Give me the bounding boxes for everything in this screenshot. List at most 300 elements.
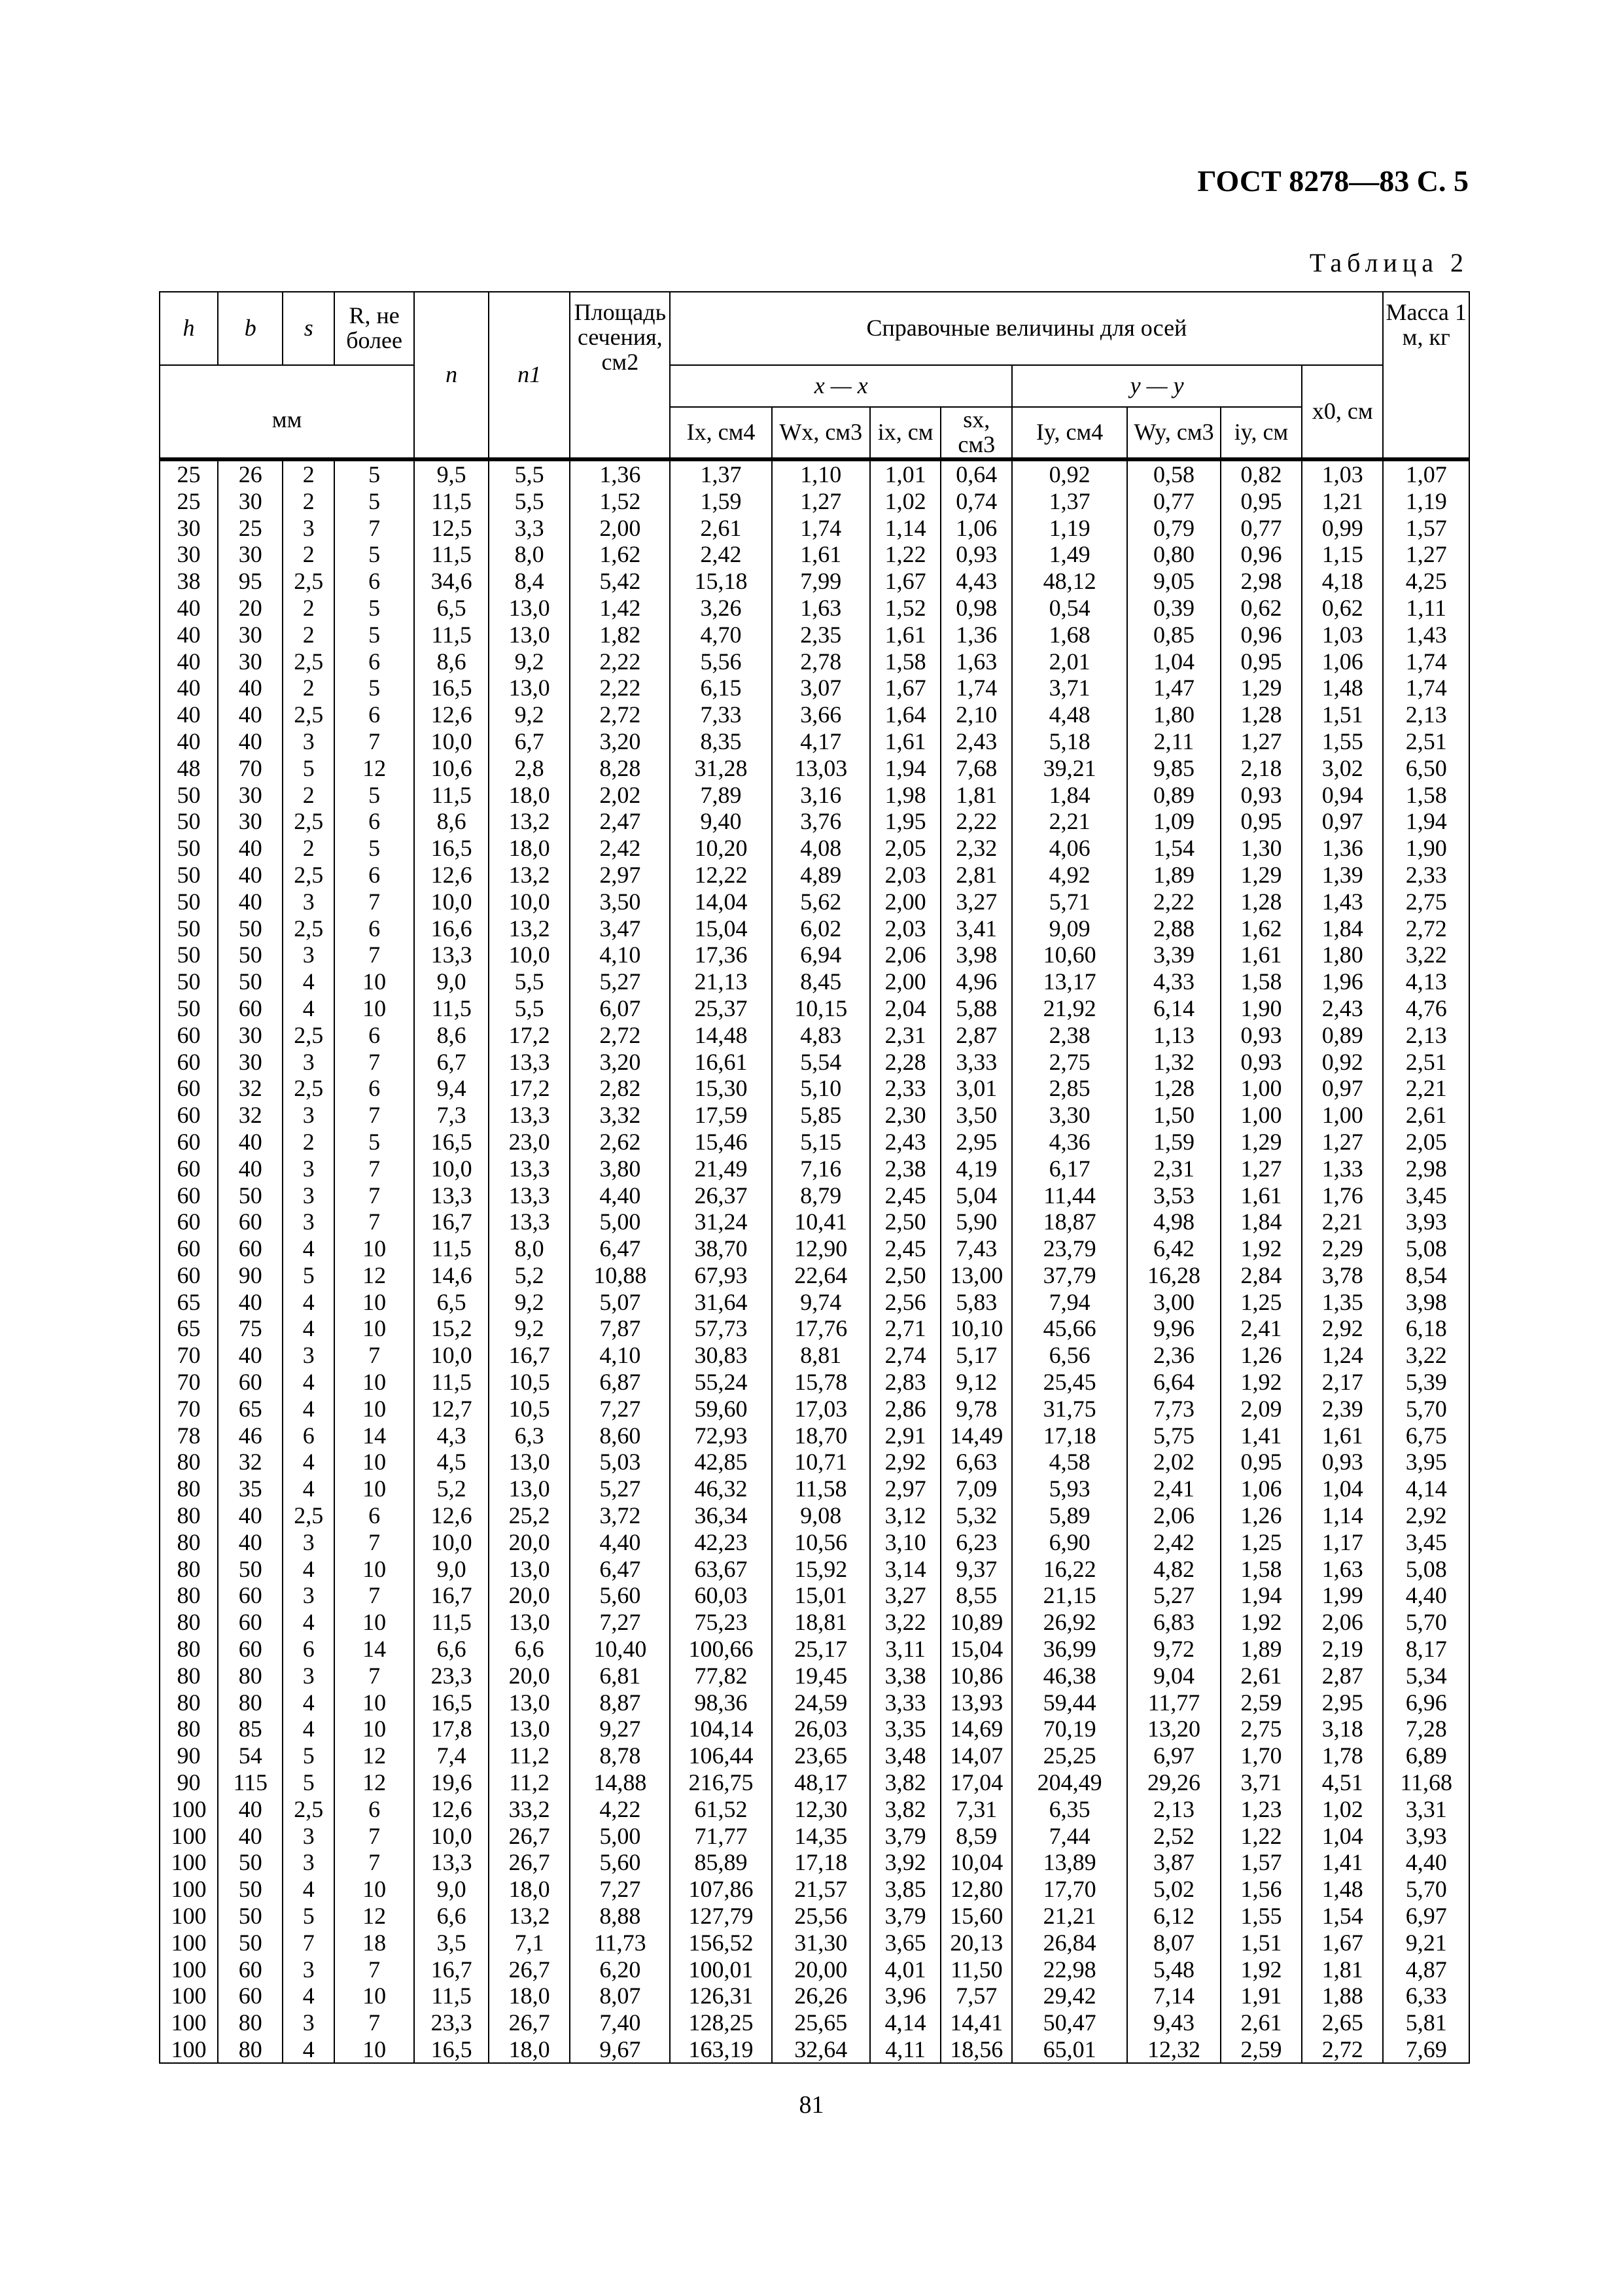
table-cell: 10,86: [941, 1662, 1012, 1689]
table-cell: 4,11: [870, 2036, 941, 2064]
table-cell: 100: [160, 2009, 218, 2036]
table-cell: 6,63: [941, 1449, 1012, 1475]
table-cell: 65,01: [1012, 2036, 1127, 2064]
table-cell: 4,82: [1127, 1555, 1221, 1582]
table-cell: 25: [218, 514, 283, 541]
table-cell: 1,89: [1221, 1636, 1302, 1663]
table-cell: 1,55: [1302, 728, 1383, 755]
table-cell: 10: [334, 1475, 414, 1502]
table-cell: 10,40: [570, 1636, 670, 1663]
table-cell: 5,90: [941, 1209, 1012, 1235]
table-cell: 10: [334, 968, 414, 995]
table-row: [160, 2009, 1469, 2036]
table-cell: 77,82: [670, 1662, 771, 1689]
table-cell: 8,35: [670, 728, 771, 755]
table-cell: 11,5: [414, 1609, 489, 1636]
table-row: [160, 701, 1469, 728]
table-cell: 5,5: [489, 459, 570, 488]
table-cell: 1,06: [941, 514, 1012, 541]
col-area: Площадь сечения, см2: [570, 292, 670, 459]
table-cell: 0,77: [1127, 487, 1221, 514]
table-cell: 11,5: [414, 487, 489, 514]
table-cell: 10,15: [772, 995, 870, 1022]
table-cell: 13,2: [489, 1903, 570, 1930]
table-cell: 2,28: [870, 1048, 941, 1075]
table-cell: 13,0: [489, 1475, 570, 1502]
table-cell: 6,94: [772, 942, 870, 968]
table-cell: 2,06: [1302, 1609, 1383, 1636]
table-cell: 22,64: [772, 1262, 870, 1289]
table-cell: 70: [160, 1369, 218, 1396]
table-row: [160, 2036, 1469, 2064]
table-cell: 6,7: [414, 1048, 489, 1075]
table-cell: 5,48: [1127, 1956, 1221, 1983]
table-cell: 13,0: [489, 1609, 570, 1636]
table-cell: 5,70: [1383, 1395, 1469, 1422]
table-cell: 2: [283, 541, 334, 568]
table-cell: 0,93: [1302, 1449, 1383, 1475]
table-cell: 3,18: [1302, 1716, 1383, 1742]
table-cell: 1,58: [870, 648, 941, 675]
table-cell: 128,25: [670, 2009, 771, 2036]
table-cell: 1,15: [1302, 541, 1383, 568]
table-cell: 5,17: [941, 1342, 1012, 1369]
table-cell: 6,96: [1383, 1689, 1469, 1716]
table-cell: 5,62: [772, 888, 870, 915]
table-cell: 4,36: [1012, 1129, 1127, 1156]
table-cell: 70: [160, 1342, 218, 1369]
table-cell: 7,44: [1012, 1822, 1127, 1849]
table-cell: 6,56: [1012, 1342, 1127, 1369]
table-cell: 4: [283, 1369, 334, 1396]
table-cell: 100: [160, 1876, 218, 1903]
table-cell: 60: [218, 1582, 283, 1609]
table-cell: 3,31: [1383, 1795, 1469, 1822]
table-cell: 4: [283, 1876, 334, 1903]
table-cell: 12,7: [414, 1395, 489, 1422]
table-cell: 2,5: [283, 862, 334, 889]
table-cell: 2: [283, 781, 334, 808]
table-cell: 4,40: [1383, 1849, 1469, 1876]
table-cell: 31,64: [670, 1288, 771, 1315]
table-cell: 7: [334, 1662, 414, 1689]
table-cell: 6,20: [570, 1956, 670, 1983]
table-cell: 1,02: [870, 487, 941, 514]
table-cell: 40: [160, 621, 218, 648]
table-cell: 1,91: [1221, 1983, 1302, 2009]
table-cell: 3: [283, 1102, 334, 1129]
table-row: [160, 1422, 1469, 1449]
table-cell: 46: [218, 1422, 283, 1449]
col-n1: n1: [489, 292, 570, 459]
table-cell: 20,0: [489, 1582, 570, 1609]
table-cell: 2,31: [1127, 1155, 1221, 1182]
table-cell: 2,71: [870, 1315, 941, 1342]
table-cell: 1,84: [1302, 915, 1383, 942]
table-cell: 38: [160, 568, 218, 595]
table-cell: 1,78: [1302, 1742, 1383, 1769]
table-cell: 9,2: [489, 1315, 570, 1342]
table-cell: 15,46: [670, 1129, 771, 1156]
table-cell: 1,47: [1127, 675, 1221, 701]
table-cell: 23,3: [414, 2009, 489, 2036]
table-cell: 1,33: [1302, 1155, 1383, 1182]
table-cell: 2,61: [1383, 1102, 1469, 1129]
table-cell: 5,5: [489, 487, 570, 514]
table-cell: 13,0: [489, 1555, 570, 1582]
table-cell: 40: [218, 1155, 283, 1182]
table-cell: 4,01: [870, 1956, 941, 1983]
table-cell: 8,07: [1127, 1929, 1221, 1956]
table-cell: 40: [218, 675, 283, 701]
table-cell: 4,08: [772, 835, 870, 862]
table-cell: 4: [283, 1288, 334, 1315]
table-cell: 40: [218, 1502, 283, 1529]
table-cell: 1,37: [670, 459, 771, 488]
table-cell: 2,91: [870, 1422, 941, 1449]
table-cell: 60: [160, 1021, 218, 1048]
table-cell: 10,0: [414, 1342, 489, 1369]
table-cell: 3,72: [570, 1502, 670, 1529]
table-cell: 106,44: [670, 1742, 771, 1769]
table-cell: 80: [160, 1689, 218, 1716]
table-row: [160, 1182, 1469, 1209]
table-cell: 13,0: [489, 595, 570, 622]
table-cell: 10,0: [414, 1528, 489, 1555]
col-group-axis-xx: x — x: [670, 365, 1012, 407]
table-cell: 40: [160, 701, 218, 728]
table-cell: 2,92: [1302, 1315, 1383, 1342]
table-cell: 13,93: [941, 1689, 1012, 1716]
table-cell: 3: [283, 1956, 334, 1983]
table-cell: 9,43: [1127, 2009, 1221, 2036]
table-cell: 1,42: [570, 595, 670, 622]
table-cell: 5: [283, 754, 334, 781]
table-cell: 0,93: [1221, 781, 1302, 808]
table-cell: 3,50: [570, 888, 670, 915]
table-cell: 11,5: [414, 1235, 489, 1262]
table-cell: 7,89: [670, 781, 771, 808]
table-cell: 13,89: [1012, 1849, 1127, 1876]
table-cell: 2,22: [1127, 888, 1221, 915]
table-cell: 7: [334, 1155, 414, 1182]
table-cell: 80: [160, 1582, 218, 1609]
table-cell: 50: [218, 915, 283, 942]
table-cell: 11,50: [941, 1956, 1012, 1983]
table-cell: 70,19: [1012, 1716, 1127, 1742]
table-cell: 2,09: [1221, 1395, 1302, 1422]
table-cell: 6,6: [414, 1903, 489, 1930]
table-cell: 10,5: [489, 1395, 570, 1422]
table-cell: 40: [218, 1342, 283, 1369]
table-cell: 98,36: [670, 1689, 771, 1716]
table-cell: 4: [283, 1609, 334, 1636]
table-cell: 16,7: [414, 1582, 489, 1609]
table-cell: 100: [160, 2036, 218, 2064]
table-cell: 13,03: [772, 754, 870, 781]
table-cell: 115: [218, 1769, 283, 1796]
table-cell: 4,92: [1012, 862, 1127, 889]
table-cell: 13,3: [489, 1182, 570, 1209]
table-cell: 60: [160, 1075, 218, 1102]
table-cell: 9,27: [570, 1716, 670, 1742]
table-row: [160, 1983, 1469, 2009]
table-cell: 25,65: [772, 2009, 870, 2036]
table-cell: 55,24: [670, 1369, 771, 1396]
table-cell: 5: [283, 1903, 334, 1930]
table-row: [160, 835, 1469, 862]
table-cell: 2,33: [1383, 862, 1469, 889]
table-cell: 2,01: [1012, 648, 1127, 675]
table-cell: 2,78: [772, 648, 870, 675]
table-cell: 0,95: [1221, 808, 1302, 835]
table-cell: 50: [218, 968, 283, 995]
table-cell: 26: [218, 459, 283, 488]
table-cell: 3: [283, 728, 334, 755]
table-cell: 2,75: [1383, 888, 1469, 915]
table-cell: 4,5: [414, 1449, 489, 1475]
table-row: [160, 1315, 1469, 1342]
table-cell: 2,59: [1221, 1689, 1302, 1716]
table-cell: 7,14: [1127, 1983, 1221, 2009]
table-cell: 7: [334, 1956, 414, 1983]
table-cell: 3,22: [870, 1609, 941, 1636]
table-cell: 2,97: [870, 1475, 941, 1502]
table-cell: 10,71: [772, 1449, 870, 1475]
table-cell: 12: [334, 1769, 414, 1796]
table-row: [160, 1769, 1469, 1796]
table-cell: 31,75: [1012, 1395, 1127, 1422]
table-cell: 71,77: [670, 1822, 771, 1849]
table-cell: 1,25: [1221, 1288, 1302, 1315]
table-cell: 3,20: [570, 1048, 670, 1075]
table-cell: 2,38: [1012, 1021, 1127, 1048]
table-cell: 7,28: [1383, 1716, 1469, 1742]
table-cell: 2,06: [870, 942, 941, 968]
table-cell: 1,67: [870, 675, 941, 701]
table-cell: 8,54: [1383, 1262, 1469, 1289]
table-cell: 4,17: [772, 728, 870, 755]
col-ix-radius: ix, см: [870, 407, 941, 459]
table-cell: 2,02: [1127, 1449, 1221, 1475]
table-cell: 3,50: [941, 1102, 1012, 1129]
table-cell: 1,59: [1127, 1129, 1221, 1156]
table-row: [160, 514, 1469, 541]
table-cell: 5,85: [772, 1102, 870, 1129]
table-cell: 7,09: [941, 1475, 1012, 1502]
table-cell: 5,56: [670, 648, 771, 675]
table-cell: 19,45: [772, 1662, 870, 1689]
table-cell: 8,60: [570, 1422, 670, 1449]
table-cell: 21,13: [670, 968, 771, 995]
table-cell: 4: [283, 1475, 334, 1502]
table-cell: 3,82: [870, 1769, 941, 1796]
table-cell: 6: [283, 1422, 334, 1449]
table-cell: 5,27: [570, 968, 670, 995]
table-cell: 12: [334, 1742, 414, 1769]
table-cell: 6: [334, 648, 414, 675]
table-cell: 107,86: [670, 1876, 771, 1903]
table-cell: 7,1: [489, 1929, 570, 1956]
table-cell: 13,3: [489, 1155, 570, 1182]
table-cell: 2,98: [1383, 1155, 1469, 1182]
table-cell: 7,4: [414, 1742, 489, 1769]
table-cell: 15,04: [941, 1636, 1012, 1663]
table-cell: 13,17: [1012, 968, 1127, 995]
table-cell: 5,60: [570, 1849, 670, 1876]
table-cell: 15,78: [772, 1369, 870, 1396]
table-cell: 7,27: [570, 1609, 670, 1636]
table-cell: 67,93: [670, 1262, 771, 1289]
table-cell: 6: [334, 915, 414, 942]
table-cell: 3,35: [870, 1716, 941, 1742]
table-cell: 30: [218, 621, 283, 648]
table-cell: 20,0: [489, 1528, 570, 1555]
table-cell: 1,61: [870, 621, 941, 648]
table-cell: 9,67: [570, 2036, 670, 2064]
table-cell: 40: [218, 701, 283, 728]
table-cell: 9,04: [1127, 1662, 1221, 1689]
table-cell: 50: [160, 942, 218, 968]
table-cell: 40: [160, 595, 218, 622]
table-cell: 2,62: [570, 1129, 670, 1156]
table-cell: 6,3: [489, 1422, 570, 1449]
table-cell: 4,14: [1383, 1475, 1469, 1502]
table-cell: 75: [218, 1315, 283, 1342]
table-cell: 18,0: [489, 1983, 570, 2009]
table-cell: 12: [334, 1262, 414, 1289]
table-cell: 0,58: [1127, 459, 1221, 488]
table-cell: 26,7: [489, 2009, 570, 2036]
table-row: [160, 1555, 1469, 1582]
table-cell: 3,11: [870, 1636, 941, 1663]
table-cell: 6: [334, 1075, 414, 1102]
table-cell: 2,8: [489, 754, 570, 781]
table-cell: 2,61: [670, 514, 771, 541]
table-cell: 3,22: [1383, 1342, 1469, 1369]
table-cell: 3,07: [772, 675, 870, 701]
table-cell: 0,92: [1012, 459, 1127, 488]
table-cell: 2,13: [1127, 1795, 1221, 1822]
table-cell: 1,51: [1302, 701, 1383, 728]
table-cell: 60: [218, 1983, 283, 2009]
table-cell: 1,06: [1302, 648, 1383, 675]
table-cell: 3,22: [1383, 942, 1469, 968]
table-cell: 6,33: [1383, 1983, 1469, 2009]
table-cell: 10: [334, 1716, 414, 1742]
table-cell: 4: [283, 1449, 334, 1475]
table-cell: 16,61: [670, 1048, 771, 1075]
table-cell: 3,85: [870, 1876, 941, 1903]
table-cell: 23,65: [772, 1742, 870, 1769]
table-cell: 3: [283, 1155, 334, 1182]
table-row: [160, 1048, 1469, 1075]
table-cell: 2,32: [941, 835, 1012, 862]
table-cell: 3,76: [772, 808, 870, 835]
table-cell: 3: [283, 1662, 334, 1689]
table-cell: 2,36: [1127, 1342, 1221, 1369]
table-cell: 30: [218, 1048, 283, 1075]
table-cell: 12,6: [414, 1795, 489, 1822]
table-cell: 48,12: [1012, 568, 1127, 595]
table-cell: 2,45: [870, 1235, 941, 1262]
table-row: [160, 621, 1469, 648]
table-cell: 18,0: [489, 1876, 570, 1903]
table-cell: 2,42: [570, 835, 670, 862]
table-cell: 60,03: [670, 1582, 771, 1609]
table-cell: 6,42: [1127, 1235, 1221, 1262]
table-cell: 4,89: [772, 862, 870, 889]
table-cell: 32: [218, 1102, 283, 1129]
table-cell: 4: [283, 995, 334, 1022]
table-cell: 4,06: [1012, 835, 1127, 862]
table-cell: 2,21: [1383, 1075, 1469, 1102]
table-cell: 5,03: [570, 1449, 670, 1475]
table-cell: 1,63: [772, 595, 870, 622]
table-cell: 2,45: [870, 1182, 941, 1209]
col-group-reference: Справочные величины для осей: [670, 292, 1383, 365]
table-cell: 1,19: [1383, 487, 1469, 514]
table-cell: 57,73: [670, 1315, 771, 1342]
table-cell: 12: [334, 754, 414, 781]
table-cell: 11,77: [1127, 1689, 1221, 1716]
table-cell: 7: [334, 1342, 414, 1369]
table-cell: 32: [218, 1449, 283, 1475]
table-cell: 6,97: [1383, 1903, 1469, 1930]
table-cell: 6,47: [570, 1235, 670, 1262]
table-cell: 4,51: [1302, 1769, 1383, 1796]
table-cell: 2,06: [1127, 1502, 1221, 1529]
table-cell: 10,0: [414, 888, 489, 915]
table-row: [160, 1582, 1469, 1609]
table-cell: 1,63: [1302, 1555, 1383, 1582]
table-cell: 85,89: [670, 1849, 771, 1876]
table-cell: 12,90: [772, 1235, 870, 1262]
table-cell: 16,5: [414, 1129, 489, 1156]
table-row: [160, 1102, 1469, 1129]
table-cell: 1,22: [870, 541, 941, 568]
table-cell: 3,10: [870, 1528, 941, 1555]
table-cell: 80: [218, 2036, 283, 2064]
table-cell: 3: [283, 514, 334, 541]
table-row: [160, 1609, 1469, 1636]
table-cell: 9,2: [489, 701, 570, 728]
table-cell: 3,27: [870, 1582, 941, 1609]
table-cell: 4,48: [1012, 701, 1127, 728]
table-cell: 1,89: [1127, 862, 1221, 889]
table-row: [160, 968, 1469, 995]
table-cell: 4: [283, 1315, 334, 1342]
table-cell: 7,31: [941, 1795, 1012, 1822]
table-cell: 4,40: [570, 1528, 670, 1555]
table-cell: 2,00: [570, 514, 670, 541]
table-cell: 8,6: [414, 1021, 489, 1048]
table-row: [160, 862, 1469, 889]
table-cell: 5: [334, 1129, 414, 1156]
table-cell: 78: [160, 1422, 218, 1449]
table-row: [160, 1021, 1469, 1048]
table-cell: 0,62: [1302, 595, 1383, 622]
table-cell: 60: [160, 1102, 218, 1129]
table-cell: 6,89: [1383, 1742, 1469, 1769]
table-cell: 12,80: [941, 1876, 1012, 1903]
table-row: [160, 1716, 1469, 1742]
table-cell: 5,60: [570, 1582, 670, 1609]
table-cell: 1,36: [941, 621, 1012, 648]
table-cell: 21,49: [670, 1155, 771, 1182]
table-cell: 2,5: [283, 915, 334, 942]
table-cell: 2,33: [870, 1075, 941, 1102]
